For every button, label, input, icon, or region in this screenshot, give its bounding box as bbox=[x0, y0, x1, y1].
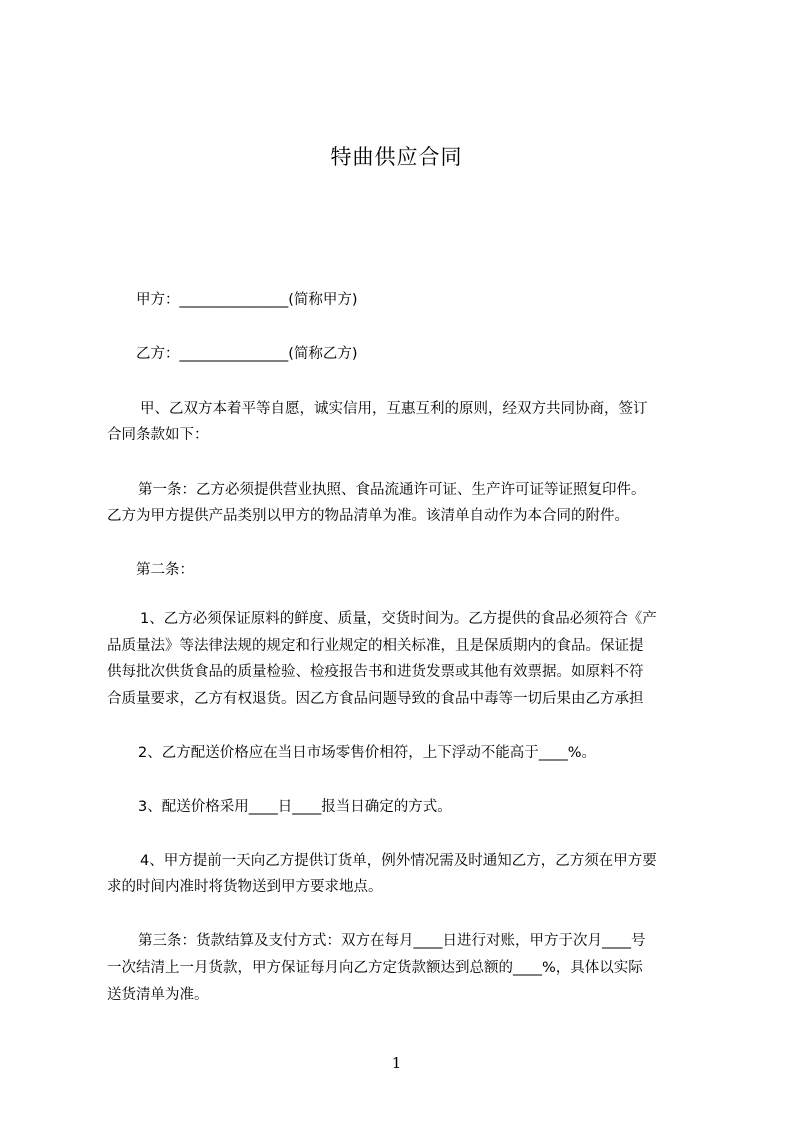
page-number: 1 bbox=[391, 1054, 402, 1072]
preamble-line-1: 甲、乙双方本着平等自愿，诚实信用，互惠互利的原则，经双方共同协商，签订 bbox=[140, 401, 648, 417]
party-a-line: 甲方：_______________(简称甲方) bbox=[136, 292, 358, 308]
article1-line-2: 乙方为甲方提供产品类别以甲方的物品清单为准。该清单自动作为本合同的附件。 bbox=[107, 508, 629, 524]
article3-line-1: 第三条：货款结算及支付方式：双方在每月____日进行对账，甲方于次月____号 bbox=[138, 933, 646, 949]
article2-item1-line-4: 合质量要求，乙方有权退货。因乙方食品问题导致的食品中毒等一切后果由乙方承担 bbox=[107, 691, 644, 707]
article2-heading: 第二条： bbox=[136, 562, 194, 578]
article3-line-3: 送货清单为准。 bbox=[107, 987, 209, 1003]
article2-item1-line-3: 供每批次供货食品的质量检验、检疫报告书和进货发票或其他有效票据。如原料不符 bbox=[107, 664, 644, 680]
document-title: 特曲供应合同 bbox=[330, 145, 463, 169]
article2-item4-line-1: 4、甲方提前一天向乙方提供订货单，例外情况需及时通知乙方，乙方须在甲方要 bbox=[140, 853, 657, 869]
article2-item2: 2、乙方配送价格应在当日市场零售价相符，上下浮动不能高于____%。 bbox=[138, 745, 597, 761]
article3-line-2: 一次结清上一月货款，甲方保证每月向乙方定货款额达到总额的____%，具体以实际 bbox=[107, 960, 643, 976]
article2-item3: 3、配送价格采用____日____报当日确定的方式。 bbox=[138, 799, 452, 815]
article1-line-1: 第一条：乙方必须提供营业执照、食品流通许可证、生产许可证等证照复印件。 bbox=[138, 482, 646, 498]
article2-item4-line-2: 求的时间内准时将货物送到甲方要求地点。 bbox=[107, 879, 383, 895]
article2-item1-line-1: 1、乙方必须保证原料的鲜度、质量，交货时间为。乙方提供的食品必须符合《产 bbox=[140, 611, 657, 627]
article2-item1-line-2: 品质量法》等法律法规的规定和行业规定的相关标准，且是保质期内的食品。保证提 bbox=[107, 638, 644, 654]
preamble-line-2: 合同条款如下： bbox=[107, 427, 209, 443]
party-b-line: 乙方：_______________(简称乙方) bbox=[136, 346, 358, 362]
